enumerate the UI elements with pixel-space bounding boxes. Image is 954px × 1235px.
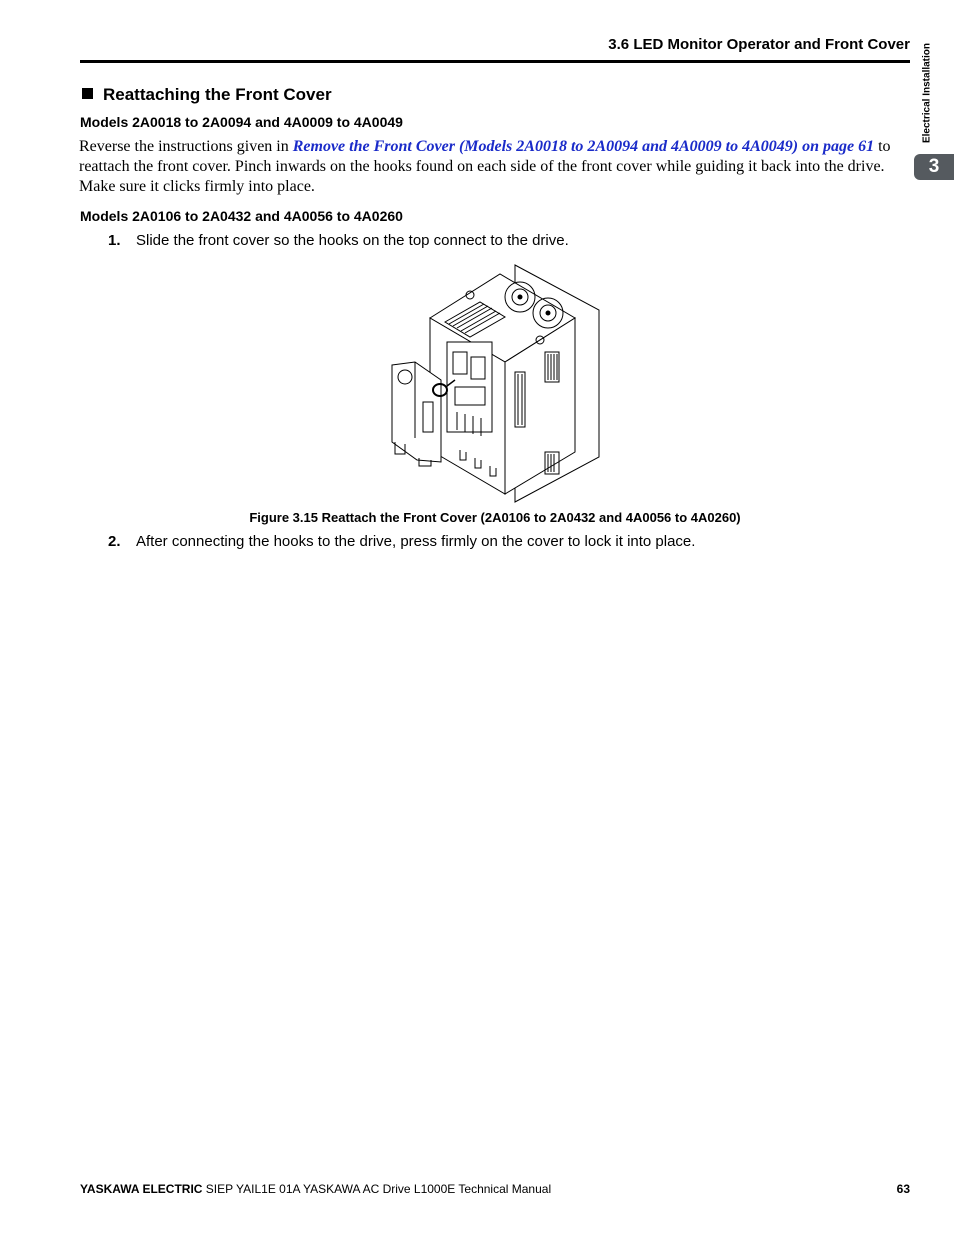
step-item <box>108 533 695 550</box>
body-text-before-link: Reverse the instructions given in <box>79 138 293 155</box>
drive-cover-illustration <box>385 262 605 512</box>
square-bullet-icon <box>82 88 93 99</box>
section-title <box>82 85 332 105</box>
step-item <box>108 232 569 249</box>
page-number: 63 <box>896 1182 910 1196</box>
step-number: 2. <box>108 533 121 550</box>
footer-doc-title: SIEP YAIL1E 01A YASKAWA AC Drive L1000E Technical Manual <box>202 1182 552 1196</box>
step-text: Slide the front cover so the hooks on the top connect to the drive. <box>136 232 569 249</box>
step-text: After connecting the hooks to the drive, press firmly on the cover to lock it into place. <box>136 533 696 550</box>
header-rule <box>80 60 910 63</box>
step-number: 1. <box>108 232 121 249</box>
footer-document <box>80 1182 551 1196</box>
running-header: 3.6 LED Monitor Operator and Front Cover <box>608 36 910 53</box>
subsection-heading-2: Models 2A0106 to 2A0432 and 4A0056 to 4A0260 <box>80 208 403 224</box>
figure-caption: Figure 3.15 Reattach the Front Cover (2A0106 to 2A0432 and 4A0056 to 4A0260) <box>249 510 741 525</box>
footer-brand: YASKAWA ELECTRIC <box>80 1182 203 1196</box>
side-tab-label: Electrical Installation <box>921 42 933 144</box>
cross-reference-link[interactable]: Remove the Front Cover (Models 2A0018 to 2A0094 and 4A0009 to 4A0049) on page 61 <box>292 138 875 155</box>
section-title-text: Reattaching the Front Cover <box>103 85 332 104</box>
subsection-heading-1: Models 2A0018 to 2A0094 and 4A0009 to 4A0049 <box>80 114 403 130</box>
side-tab <box>913 32 941 154</box>
body-text-after-link: to reattach the front cover. Pinch inwards on the hooks found on each side of the front cover while guiding it back into the drive. Make sure it clicks firmly into place. <box>79 138 891 195</box>
chapter-tab: 3 <box>914 154 954 180</box>
body-paragraph <box>79 137 909 197</box>
